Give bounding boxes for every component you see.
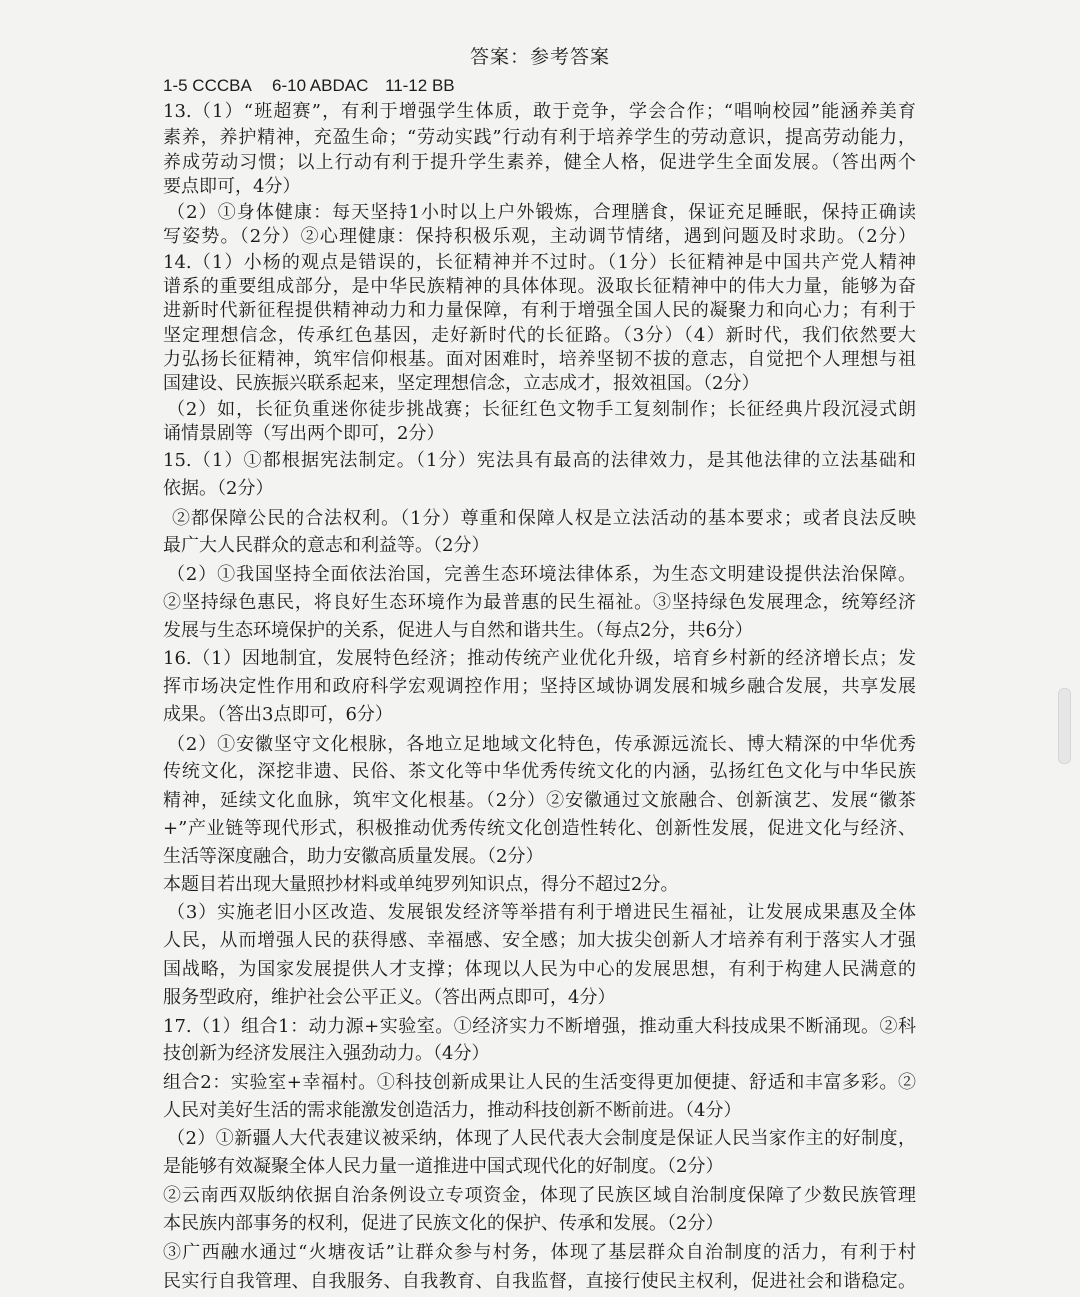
answer-line: 进新时代新征程提供精神动力和力量保障，有利于增强全国人民的凝聚力和向心力；有利于 xyxy=(163,300,916,321)
answer-line: 民实行自我管理、自我服务、自我教育、自我监督，直接行使民主权利，促进社会和谐稳定。 xyxy=(163,1271,916,1292)
answer-line: 诵情景剧等（写出两个即可，2分） xyxy=(163,423,445,444)
answer-line: 要点即可，4分） xyxy=(163,176,301,197)
answer-line: ②都保障公民的合法权利。（1分）尊重和保障人权是立法活动的基本要求；或者良法反映 xyxy=(172,508,916,529)
answer-line: 发展与生态环境保护的关系，促进人与自然和谐共生。（每点2分，共6分） xyxy=(163,620,753,641)
answer-line: ②坚持绿色惠民，将良好生态环境作为最普惠的民生福祉。③坚持绿色发展理念，统筹经济 xyxy=(163,592,916,613)
answer-line: （2）①新疆人大代表建议被采纳，体现了人民代表大会制度是保证人民当家作主的好制度， xyxy=(167,1128,916,1149)
scroll-indicator[interactable] xyxy=(1058,688,1071,764)
answer-line: 人民，从而增强人民的获得感、幸福感、安全感；加大拔尖创新人才培养有利于落实人才强 xyxy=(163,930,916,951)
answer-line: 本题目若出现大量照抄材料或单纯罗列知识点，得分不超过2分。 xyxy=(163,874,679,895)
answer-line: 国战略，为国家发展提供人才支撑；体现以人民为中心的发展思想，有利于构建人民满意的 xyxy=(163,959,916,980)
answer-line: 写姿势。（2分）②心理健康：保持积极乐观，主动调节情绪，遇到问题及时求助。（2分） xyxy=(163,226,916,247)
answer-line: （2）如，长征负重迷你徒步挑战赛；长征红色文物手工复刻制作；长征经典片段沉浸式朗 xyxy=(167,399,916,420)
answer-line: 17.（1）组合1：动力源+实验室。①经济实力不断增强，推动重大科技成果不断涌现。②科 xyxy=(163,1016,916,1037)
answer-line: ②云南西双版纳依据自治条例设立专项资金，体现了民族区域自治制度保障了少数民族管理 xyxy=(163,1185,916,1206)
answer-line: 16.（1）因地制宜，发展特色经济；推动传统产业优化升级，培育乡村新的经济增长点；发 xyxy=(163,648,916,669)
answer-line: 国建设、民族振兴联系起来，坚定理想信念，立志成才，报效祖国。（2分） xyxy=(163,373,760,394)
answer-line: 服务型政府，维护社会公平正义。（答出两点即可，4分） xyxy=(163,987,616,1008)
choice-answers-11-12: 11-12 BB xyxy=(385,76,455,95)
page-title: 答案：参考答案 xyxy=(469,46,610,68)
answer-line: 挥市场决定性作用和政府科学宏观调控作用；坚持区域协调发展和城乡融合发展，共享发展 xyxy=(163,676,916,697)
answer-line: 是能够有效凝聚全体人民力量一道推进中国式现代化的好制度。（2分） xyxy=(163,1156,724,1177)
answer-line: （3）实施老旧小区改造、发展银发经济等举措有利于增进民生福祉，让发展成果惠及全体 xyxy=(167,902,916,923)
answer-line: 素养，养护精神，充盈生命；“劳动实践”行动有利于培养学生的劳动意识，提高劳动能力， xyxy=(163,127,916,148)
answer-line: 人民对美好生活的需求能激发创造活力，推动科技创新不断前进。（4分） xyxy=(163,1100,742,1121)
answer-line: 技创新为经济发展注入强劲动力。（4分） xyxy=(163,1043,490,1064)
answer-line: 成果。（答出3点即可，6分） xyxy=(163,704,393,725)
answer-line: 生活等深度融合，助力安徽高质量发展。（2分） xyxy=(163,846,544,867)
answer-line: 谱系的重要组成部分，是中华民族精神的具体体现。汲取长征精神中的伟大力量，能够为奋 xyxy=(163,276,916,297)
answer-line: 依据。（2分） xyxy=(163,478,274,499)
answer-line: 本民族内部事务的权利，促进了民族文化的保护、传承和发展。（2分） xyxy=(163,1213,724,1234)
answer-line: （2）①安徽坚守文化根脉，各地立足地域文化特色，传承源远流长、博大精深的中华优秀 xyxy=(167,734,916,755)
answer-line: 15.（1）①都根据宪法制定。（1分）宪法具有最高的法律效力，是其他法律的立法基础和 xyxy=(163,450,916,471)
answer-line: 14.（1）小杨的观点是错误的，长征精神并不过时。（1分）长征精神是中国共产党人精神 xyxy=(163,252,916,273)
answer-line: ③广西融水通过“火塘夜话”让群众参与村务，体现了基层群众自治制度的活力，有利于村 xyxy=(163,1242,916,1263)
answer-line: 力弘扬长征精神，筑牢信仰根基。面对困难时，培养坚韧不拔的意志，自觉把个人理想与祖 xyxy=(163,349,916,370)
choice-answers-1-5: 1-5 CCCBA xyxy=(163,76,252,95)
answer-line: 组合2：实验室+幸福村。①科技创新成果让人民的生活变得更加便捷、舒适和丰富多彩。② xyxy=(163,1072,916,1093)
answer-line: 养成劳动习惯；以上行动有利于提升学生素养，健全人格，促进学生全面发展。（答出两个 xyxy=(163,152,916,173)
answer-line: 最广大人民群众的意志和利益等。（2分） xyxy=(163,535,490,556)
answer-line: 精神，延续文化血脉，筑牢文化根基。（2分）②安徽通过文旅融合、创新演艺、发展“徽茶 xyxy=(163,790,916,811)
answer-line: 传统文化，深挖非遗、民俗、茶文化等中华优秀传统文化的内涵，弘扬红色文化与中华民族 xyxy=(163,761,916,782)
answer-line: （2）①我国坚持全面依法治国，完善生态环境法律体系，为生态文明建设提供法治保障。 xyxy=(167,564,916,585)
choice-answers-6-10: 6-10 ABDAC xyxy=(272,76,369,95)
answer-line: 13.（1）“班超赛”，有利于增强学生体质，敢于竞争，学会合作；“唱响校园”能涵养美育 xyxy=(163,101,916,122)
answer-line: 坚定理想信念，传承红色基因，走好新时代的长征路。（3分）（4）新时代，我们依然要大 xyxy=(163,325,916,346)
answer-line: +”产业链等现代形式，积极推动优秀传统文化创造性转化、创新性发展，促进文化与经济、 xyxy=(163,818,916,839)
answer-line: （2）①身体健康：每天坚持1小时以上户外锻炼，合理膳食，保证充足睡眠，保持正确读 xyxy=(167,202,916,223)
